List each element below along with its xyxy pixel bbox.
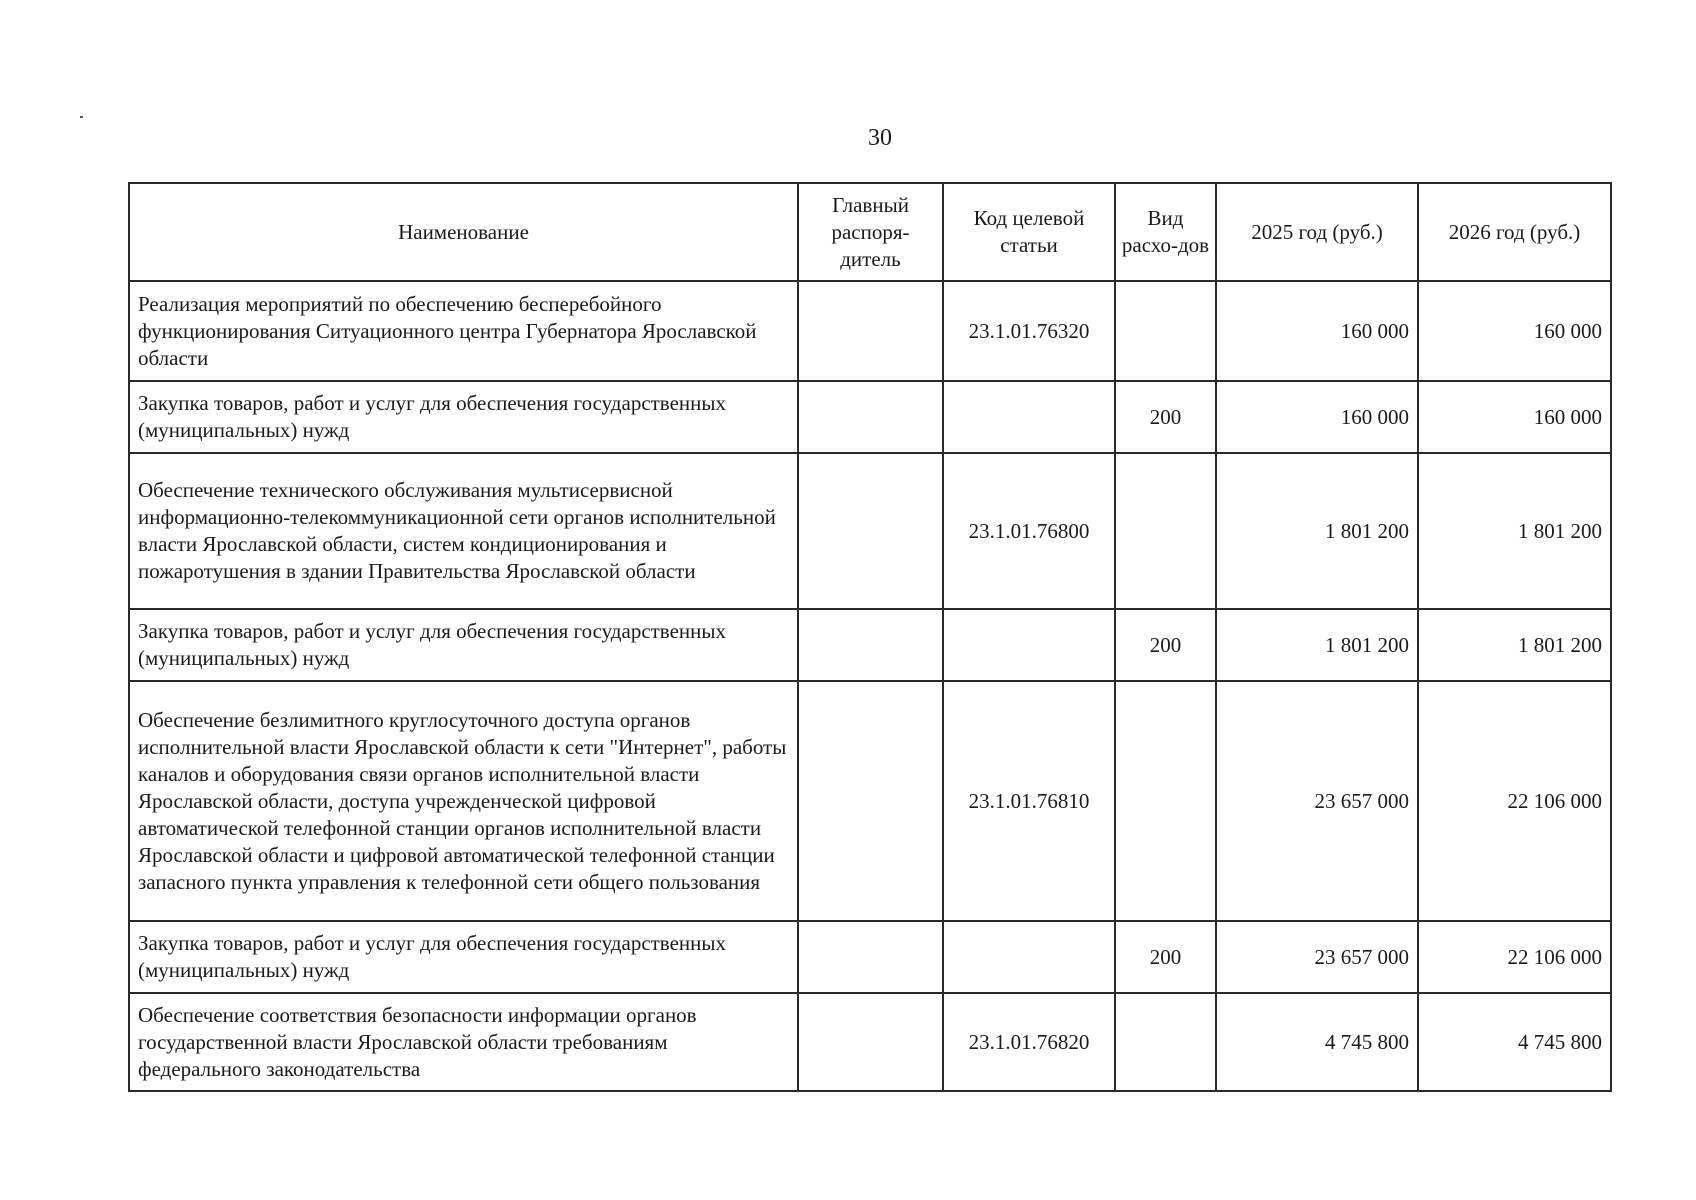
cell-name: Обеспечение соответствия безопасности информации органов государственной власти Ярославской области требованиям федерального законодательства xyxy=(129,993,798,1091)
table-row xyxy=(129,993,1611,1091)
table-row xyxy=(129,281,1611,381)
cell-year-2026: 22 106 000 xyxy=(1418,681,1611,921)
cell-year-2025: 160 000 xyxy=(1216,381,1418,453)
cell-code xyxy=(943,921,1115,993)
cell-year-2026: 160 000 xyxy=(1418,281,1611,381)
cell-name: Закупка товаров, работ и услуг для обеспечения государственных (муниципальных) нужд xyxy=(129,381,798,453)
cell-name: Закупка товаров, работ и услуг для обеспечения государственных (муниципальных) нужд xyxy=(129,921,798,993)
cell-code xyxy=(943,381,1115,453)
cell-expense-type xyxy=(1115,453,1216,609)
cell-code: 23.1.01.76800 xyxy=(943,453,1115,609)
cell-code xyxy=(943,609,1115,681)
cell-year-2025: 23 657 000 xyxy=(1216,921,1418,993)
table-row xyxy=(129,453,1611,609)
cell-year-2025: 1 801 200 xyxy=(1216,609,1418,681)
cell-code: 23.1.01.76820 xyxy=(943,993,1115,1091)
cell-expense-type: 200 xyxy=(1115,921,1216,993)
cell-year-2026: 1 801 200 xyxy=(1418,453,1611,609)
cell-manager xyxy=(798,381,943,453)
table-header-row xyxy=(129,183,1611,281)
cell-year-2025: 4 745 800 xyxy=(1216,993,1418,1091)
table-row xyxy=(129,681,1611,921)
cell-manager xyxy=(798,993,943,1091)
cell-expense-type: 200 xyxy=(1115,609,1216,681)
cell-manager xyxy=(798,453,943,609)
page-number: 30 xyxy=(868,125,892,151)
table-row xyxy=(129,609,1611,681)
cell-year-2025: 1 801 200 xyxy=(1216,453,1418,609)
cell-year-2025: 23 657 000 xyxy=(1216,681,1418,921)
cell-code: 23.1.01.76810 xyxy=(943,681,1115,921)
cell-name: Реализация мероприятий по обеспечению бесперебойного функционирования Ситуационного центра Губернатора Ярославской области xyxy=(129,281,798,381)
cell-name: Закупка товаров, работ и услуг для обеспечения государственных (муниципальных) нужд xyxy=(129,609,798,681)
header-expense-type: Вид расхо-дов xyxy=(1115,183,1216,281)
cell-expense-type xyxy=(1115,281,1216,381)
cell-code: 23.1.01.76320 xyxy=(943,281,1115,381)
cell-expense-type: 200 xyxy=(1115,381,1216,453)
cell-name: Обеспечение безлимитного круглосуточного доступа органов исполнительной власти Ярославской области к сети "Интернет", работы каналов и оборудования связи органов исполнительной власти Ярославской области, доступа учрежденческой цифровой автоматической телефонной станции органов исполнительной власти Ярославской области и цифровой автоматической телефонной станции запасного пункта управления к телефонной сети общего пользования xyxy=(129,681,798,921)
table-row xyxy=(129,381,1611,453)
cell-year-2025: 160 000 xyxy=(1216,281,1418,381)
header-name: Наименование xyxy=(129,183,798,281)
cell-manager xyxy=(798,921,943,993)
header-manager: Главный распоря-дитель xyxy=(798,183,943,281)
cell-manager xyxy=(798,681,943,921)
table-row xyxy=(129,921,1611,993)
cell-year-2026: 1 801 200 xyxy=(1418,609,1611,681)
budget-table xyxy=(128,182,1612,1092)
cell-name: Обеспечение технического обслуживания мультисервисной информационно-телекоммуникационной сети органов исполнительной власти Ярославской области, систем кондиционирования и пожаротушения в здании Правительства Ярославской области xyxy=(129,453,798,609)
cell-year-2026: 4 745 800 xyxy=(1418,993,1611,1091)
budget-table-container xyxy=(128,182,1612,1092)
header-year-2026: 2026 год (руб.) xyxy=(1418,183,1611,281)
scan-speck xyxy=(80,116,83,118)
cell-expense-type xyxy=(1115,681,1216,921)
header-code: Код целевой статьи xyxy=(943,183,1115,281)
cell-year-2026: 160 000 xyxy=(1418,381,1611,453)
header-year-2025: 2025 год (руб.) xyxy=(1216,183,1418,281)
cell-manager xyxy=(798,609,943,681)
cell-year-2026: 22 106 000 xyxy=(1418,921,1611,993)
cell-manager xyxy=(798,281,943,381)
cell-expense-type xyxy=(1115,993,1216,1091)
